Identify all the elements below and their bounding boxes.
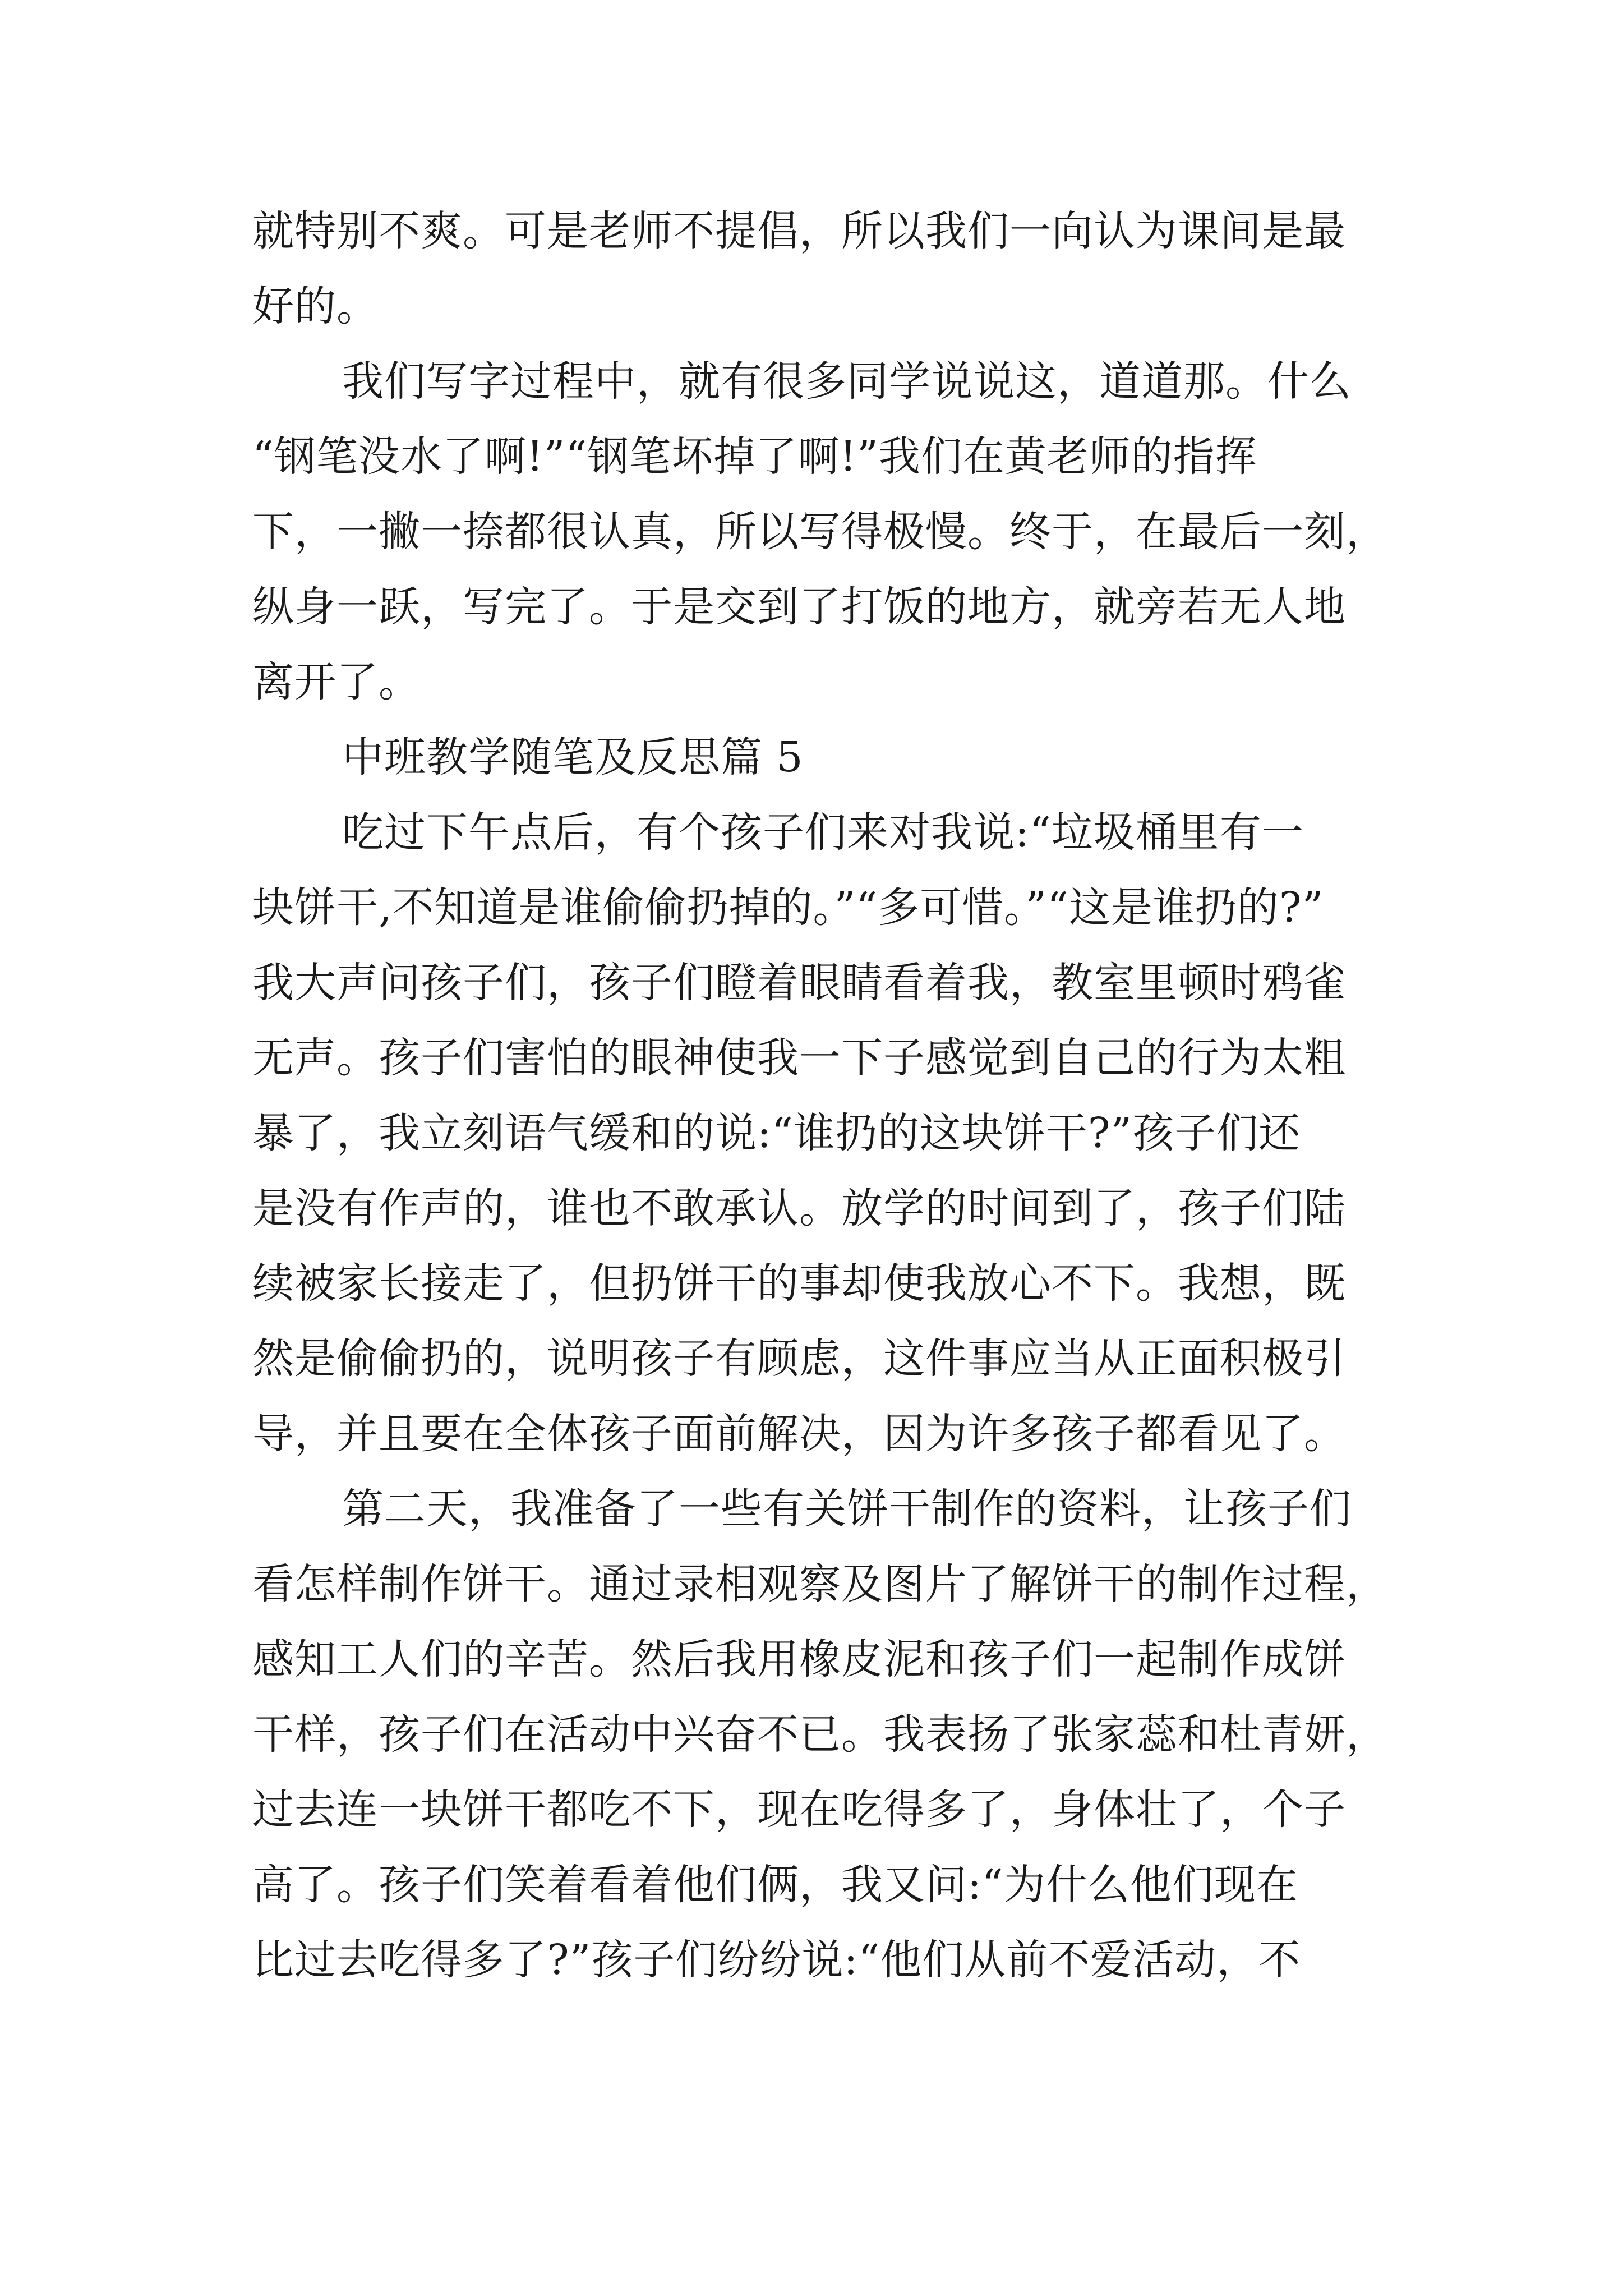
text-line: 导，并且要在全体孩子面前解决，因为许多孩子都看见了。 — [252, 1410, 1346, 1458]
text-line: 无声。孩子们害怕的眼神使我一下子感觉到自己的行为太粗 — [252, 1034, 1346, 1082]
text-line: 是没有作声的，谁也不敢承认。放学的时间到了，孩子们陆 — [252, 1184, 1346, 1232]
text-line: 感知工人们的辛苦。然后我用橡皮泥和孩子们一起制作成饼 — [252, 1635, 1346, 1683]
text-line: 干样，孩子们在活动中兴奋不已。我表扬了张家蕊和杜青妍， — [252, 1710, 1388, 1759]
paragraph-start-line: 第二天，我准备了一些有关饼干制作的资料，让孩子们 — [342, 1485, 1352, 1533]
text-line: 下，一撇一捺都很认真，所以写得极慢。终于，在最后一刻， — [252, 508, 1388, 556]
text-line: 续被家长接走了，但扔饼干的事却使我放心不下。我想，既 — [252, 1259, 1346, 1308]
text-line: “钢笔没水了啊!”“钢笔坏掉了啊!”我们在黄老师的指挥 — [252, 432, 1257, 481]
text-line: 暴了，我立刻语气缓和的说:“谁扔的这块饼干?”孩子们还 — [252, 1109, 1301, 1157]
text-line: 块饼干,不知道是谁偷偷扔掉的。”“多可惜。”“这是谁扔的?” — [252, 884, 1324, 932]
text-line: 我大声问孩子们，孩子们瞪着眼睛看着我，教室里顿时鸦雀 — [252, 959, 1346, 1007]
text-line: 就特别不爽。可是老师不提倡，所以我们一向认为课间是最 — [252, 207, 1346, 255]
text-line: 高了。孩子们笑着看着他们俩，我又问:“为什么他们现在 — [252, 1861, 1298, 1909]
paragraph-start-line: 我们写字过程中，就有很多同学说说这，道道那。什么 — [342, 357, 1352, 406]
paragraph-start-line: 吃过下午点后，有个孩子们来对我说:“垃圾桶里有一 — [342, 808, 1304, 857]
section-heading: 中班教学随笔及反思篇 5 — [342, 733, 804, 781]
text-line: 比过去吃得多了?”孩子们纷纷说:“他们从前不爱活动，不 — [252, 1936, 1301, 1984]
text-line: 好的。 — [252, 282, 379, 330]
text-line: 过去连一块饼干都吃不下，现在吃得多了，身体壮了，个子 — [252, 1786, 1346, 1834]
text-line: 然是偷偷扔的，说明孩子有顾虑，这件事应当从正面积极引 — [252, 1335, 1346, 1383]
text-line: 纵身一跃，写完了。于是交到了打饭的地方，就旁若无人地 — [252, 583, 1346, 631]
text-line: 离开了。 — [252, 658, 421, 706]
document-body — [252, 194, 1391, 1998]
text-line: 看怎样制作饼干。通过录相观察及图片了解饼干的制作过程， — [252, 1560, 1388, 1608]
